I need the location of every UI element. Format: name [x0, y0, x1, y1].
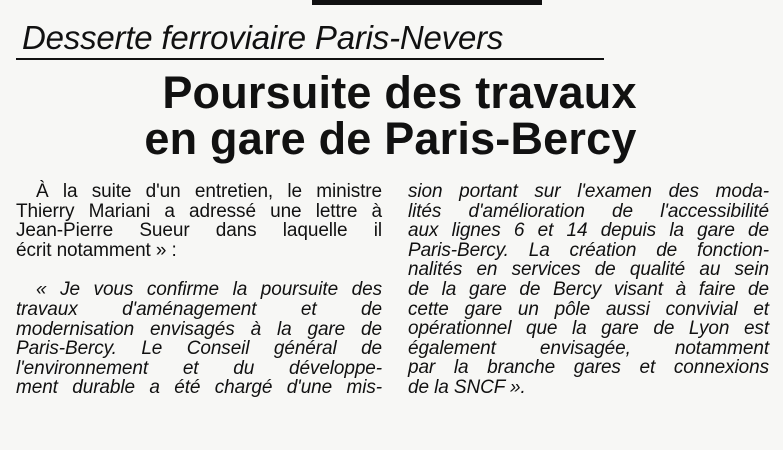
- text-line: Paris-Bercy. Le Conseil général de: [16, 338, 382, 360]
- article-column-left: [16, 182, 382, 398]
- kicker-title: Desserte ferroviaire Paris-Nevers: [22, 19, 504, 56]
- text-line: modernisation envisagés à la gare de: [16, 318, 382, 340]
- text-line: par la branche gares et connexions: [408, 357, 769, 379]
- top-rule: [312, 0, 542, 5]
- headline-line-2: en gare de Paris-Bercy: [144, 113, 637, 164]
- text-line: Thierry Mariani a adressé une lettre à: [16, 200, 382, 222]
- quote-paragraph: [16, 280, 382, 398]
- paragraph-gap: [16, 260, 382, 280]
- text-line: de la gare de Bercy visant à faire de: [408, 278, 769, 300]
- text-line: nalités en services de qualité au sein: [408, 259, 769, 281]
- text-line: sion portant sur l'examen des moda-: [408, 181, 769, 202]
- headline-line-1: Poursuite des travaux: [162, 67, 637, 118]
- text-line: À la suite d'un entretien, le ministre: [36, 181, 382, 202]
- text-line: Paris-Bercy. La création de fonction-: [408, 239, 769, 261]
- text-line: « Je vous confirme la poursuite des: [36, 279, 382, 301]
- text-line: de la SNCF ».: [408, 376, 526, 398]
- text-line: l'environnement et du développe-: [16, 357, 382, 379]
- article-column-right: [408, 182, 769, 398]
- text-line: ment durable a été chargé d'une mis-: [16, 377, 382, 399]
- kicker-banner: [16, 18, 604, 60]
- text-line: cette gare un pôle aussi convivial et: [408, 298, 769, 320]
- headline: [0, 67, 783, 164]
- text-line: aux lignes 6 et 14 depuis la gare de: [408, 220, 769, 242]
- text-line: Jean-Pierre Sueur dans laquelle il: [16, 220, 382, 242]
- text-line: également envisagée, notamment: [408, 337, 769, 359]
- intro-paragraph: [16, 182, 382, 260]
- text-line: opérationnel que la gare de Lyon est: [408, 318, 769, 340]
- text-line: travaux d'aménagement et de: [16, 298, 382, 320]
- text-line: écrit notamment » :: [16, 239, 177, 261]
- text-line: lités d'amélioration de l'accessibilité: [408, 200, 769, 222]
